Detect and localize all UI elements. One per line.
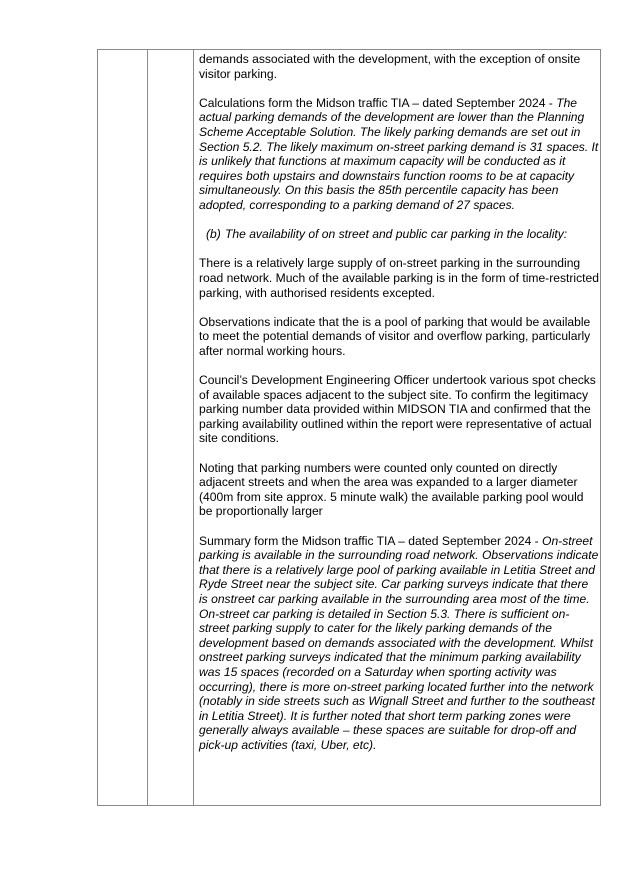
paragraph-expanded-area: Noting that parking numbers were counted only counted on directly adjacent streets and when the area was expanded to a larger diameter (400m from site approx. 5 minute walk) the available parking pool would be proportionally larger <box>199 460 584 519</box>
report-table <box>97 49 601 806</box>
criterion-b <box>199 227 599 242</box>
column-divider-2 <box>193 50 194 805</box>
paragraph-observations: Observations indicate that the is a pool of parking that would be available to meet the potential demands of visitor and overflow parking, particularly after normal working hours. <box>199 314 591 358</box>
tia-calculations-quote: The actual parking demands of the development are lower than the Planning Scheme Acceptable Solution. The likely parking demands are set out in Section 5.2. The likely maximum on-street parking demand is 31 spaces. It is unlikely that functions at maximum capacity will be conducted as it requires both upstairs and downstairs function rooms to be at capacity simultaneously. On this basis the 85th percentile capacity has been adopted, corresponding to a parking demand of 27 spaces. <box>199 95 599 212</box>
comments-cell <box>199 52 599 767</box>
paragraph-tia-calculations <box>199 96 599 213</box>
paragraph-on-street-supply: There is a relatively large supply of on-street parking in the surrounding road network. Much of the available parking is in the form of time-restricted parking, with authorised residents excepted. <box>199 256 599 300</box>
column-divider-1 <box>147 50 148 805</box>
paragraph-tia-summary <box>199 534 599 753</box>
paragraph-parking-exception: demands associated with the development, with the exception of onsite visitor parking. <box>199 52 581 81</box>
tia-summary-quote: On-street parking is available in the surrounding road network. Observations indicate that there is a relatively large pool of parking available in Letitia Street and Ryde Street near the subject site. Car parking surveys indicate that there is onstreet car parking available in the surrounding area most of the time. On-street car parking is detailed in Section 5.3. There is sufficient on-street parking supply to cater for the likely parking demands of the development based on demands associated with the development. Whilst onstreet parking surveys indicated that the minimum parking availability was 15 spaces (recorded on a Saturday when sporting activity was occurring), there is more on-street parking located further into the network (notably in side streets such as Wignall Street and further to the southeast in Letitia Street). It is further noted that short term parking zones were generally always available – these spaces are suitable for drop-off and pick-up activities (taxi, Uber, etc). <box>199 533 599 752</box>
paragraph-engineering-checks: Council’s Development Engineering Officer undertook various spot checks of available spaces adjacent to the subject site. To confirm the legitimacy parking number data provided within MIDSON TIA and confirmed that the parking availability outlined within the report were representative of actual site conditions. <box>199 373 596 446</box>
criterion-b-marker: (b) <box>206 227 221 242</box>
criterion-b-text: The availability of on street and public car parking in the locality: <box>225 227 568 242</box>
tia-summary-lead: Summary form the Midson traffic TIA – dated September 2024 - <box>199 533 543 548</box>
tia-calculations-lead: Calculations form the Midson traffic TIA – dated September 2024 - <box>199 95 557 110</box>
